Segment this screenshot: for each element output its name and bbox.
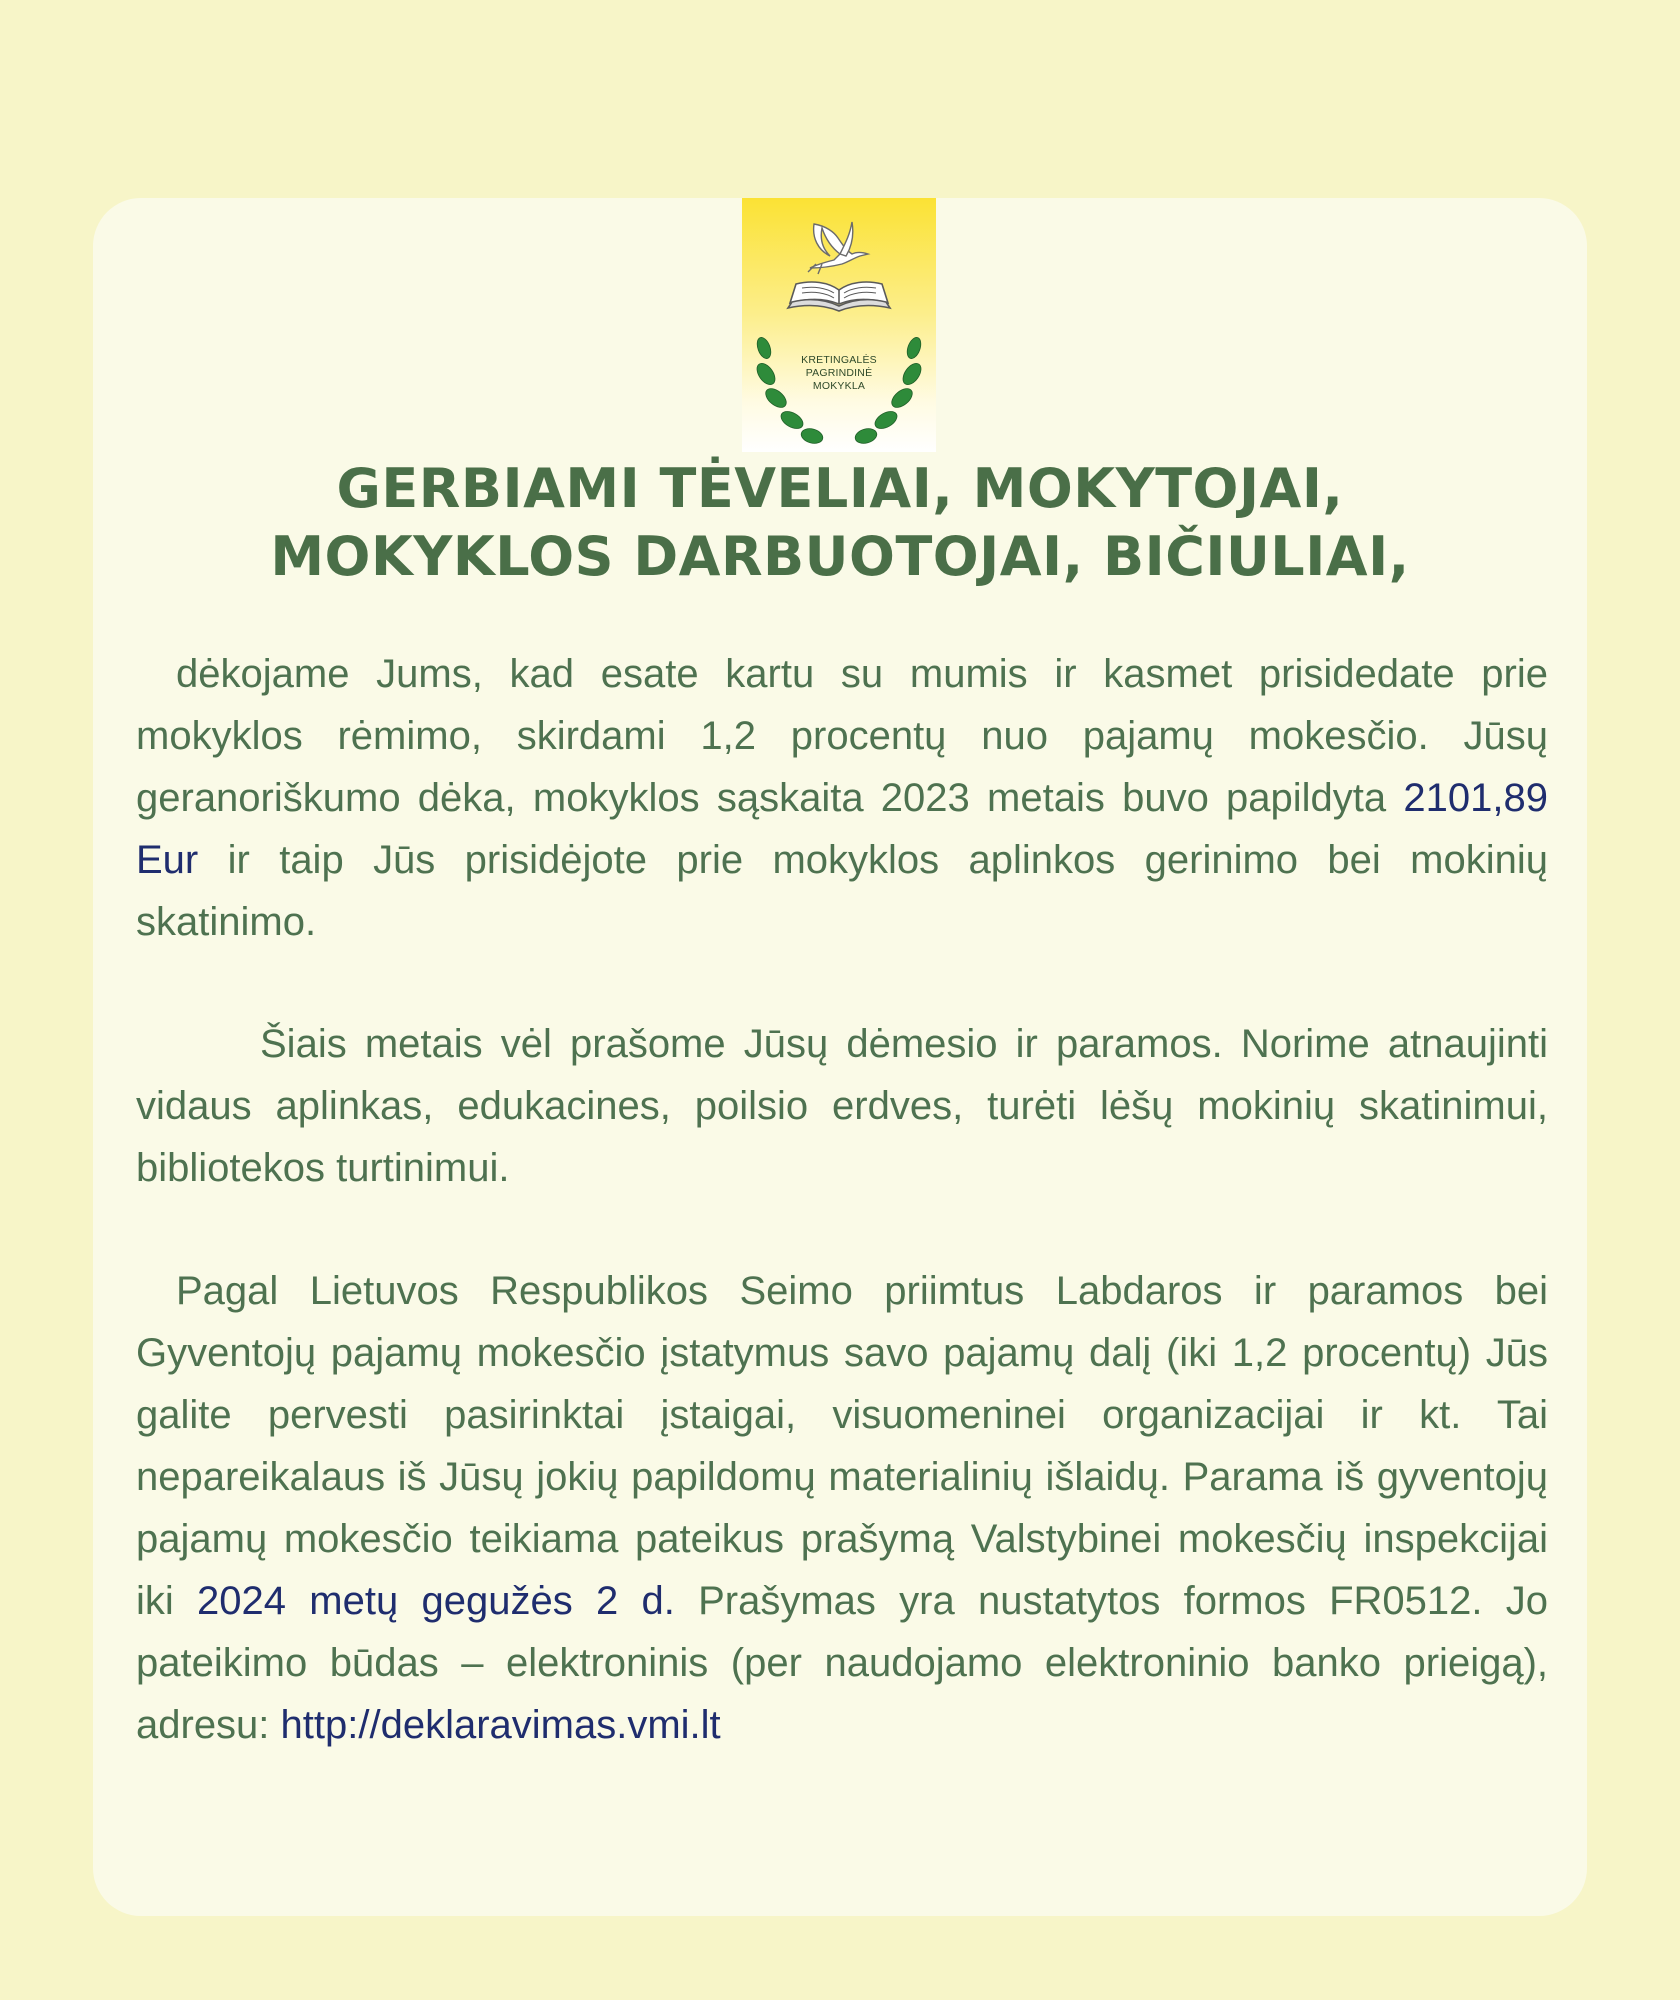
paragraph-thanks <box>136 643 1548 953</box>
logo-emblem <box>742 198 936 452</box>
vmi-link[interactable]: http://deklaravimas.vmi.lt <box>280 1703 721 1747</box>
title-line-1: GERBIAMI TĖVELIAI, MOKYTOJAI, <box>336 457 1344 520</box>
paragraph-request-text: Šiais metais vėl prašome Jūsų dėmesio ir paramos. Norime atnaujinti vidaus aplinkas, edukacines, poilsio erdves, turėti lėšų mokinių skatinimui, bibliotekos turtinimui. <box>136 1022 1548 1190</box>
logo-text-line3: MOKYKLA <box>812 380 866 392</box>
deadline-highlight: 2024 metų gegužės 2 d. <box>197 1579 675 1623</box>
paragraph-thanks-text: dėkojame Jums, kad esate kartu su mumis ir kasmet prisidedate prie mokyklos rėmimo, skirdami 1,2 procentų nuo pajamų mokesčio. Jūsų geranoriškumo dėka, mokyklos sąskaita 2023 metais buvo papildyta <box>136 652 1548 820</box>
amount-highlight: 2101,89 Eur <box>136 776 1548 882</box>
paragraph-instructions-text-middle: Prašymas yra nustatytos formos FR0512. Jo pateikimo būdas – elektroninis (per naudojamo elektroninio banko prieigą), adresu: <box>136 1579 1549 1747</box>
logo-text-line1: KRETINGALĖS <box>801 354 877 366</box>
book-icon <box>788 282 890 311</box>
paragraph-instructions-text: Pagal Lietuvos Respublikos Seimo priimtus Labdaros ir paramos bei Gyventojų pajamų mokesčio įstatymus savo pajamų dalį (iki 1,2 procentų) Jūs galite pervesti pasirinktai įstaigai, visuomeninei organizacijai ir kt. Tai nepareikalaus iš Jūsų jokių papildomų materialinių išlaidų. Parama iš gyventojų pajamų mokesčio teikiama pateikus prašymą Valstybinei mokesčių inspekcijai iki <box>136 1269 1548 1623</box>
page-title <box>120 455 1560 591</box>
school-logo <box>742 198 936 452</box>
paragraph-thanks-text-end: ir taip Jūs prisidėjote prie mokyklos aplinkos gerinimo bei mokinių skatinimo. <box>136 838 1548 944</box>
paragraph-instructions <box>136 1260 1548 1756</box>
paragraph-request <box>136 1013 1548 1199</box>
dove-icon <box>808 222 868 274</box>
title-line-2: MOKYKLOS DARBUOTOJAI, BIČIULIAI, <box>270 525 1410 588</box>
logo-text-line2: PAGRINDINĖ <box>805 367 873 379</box>
